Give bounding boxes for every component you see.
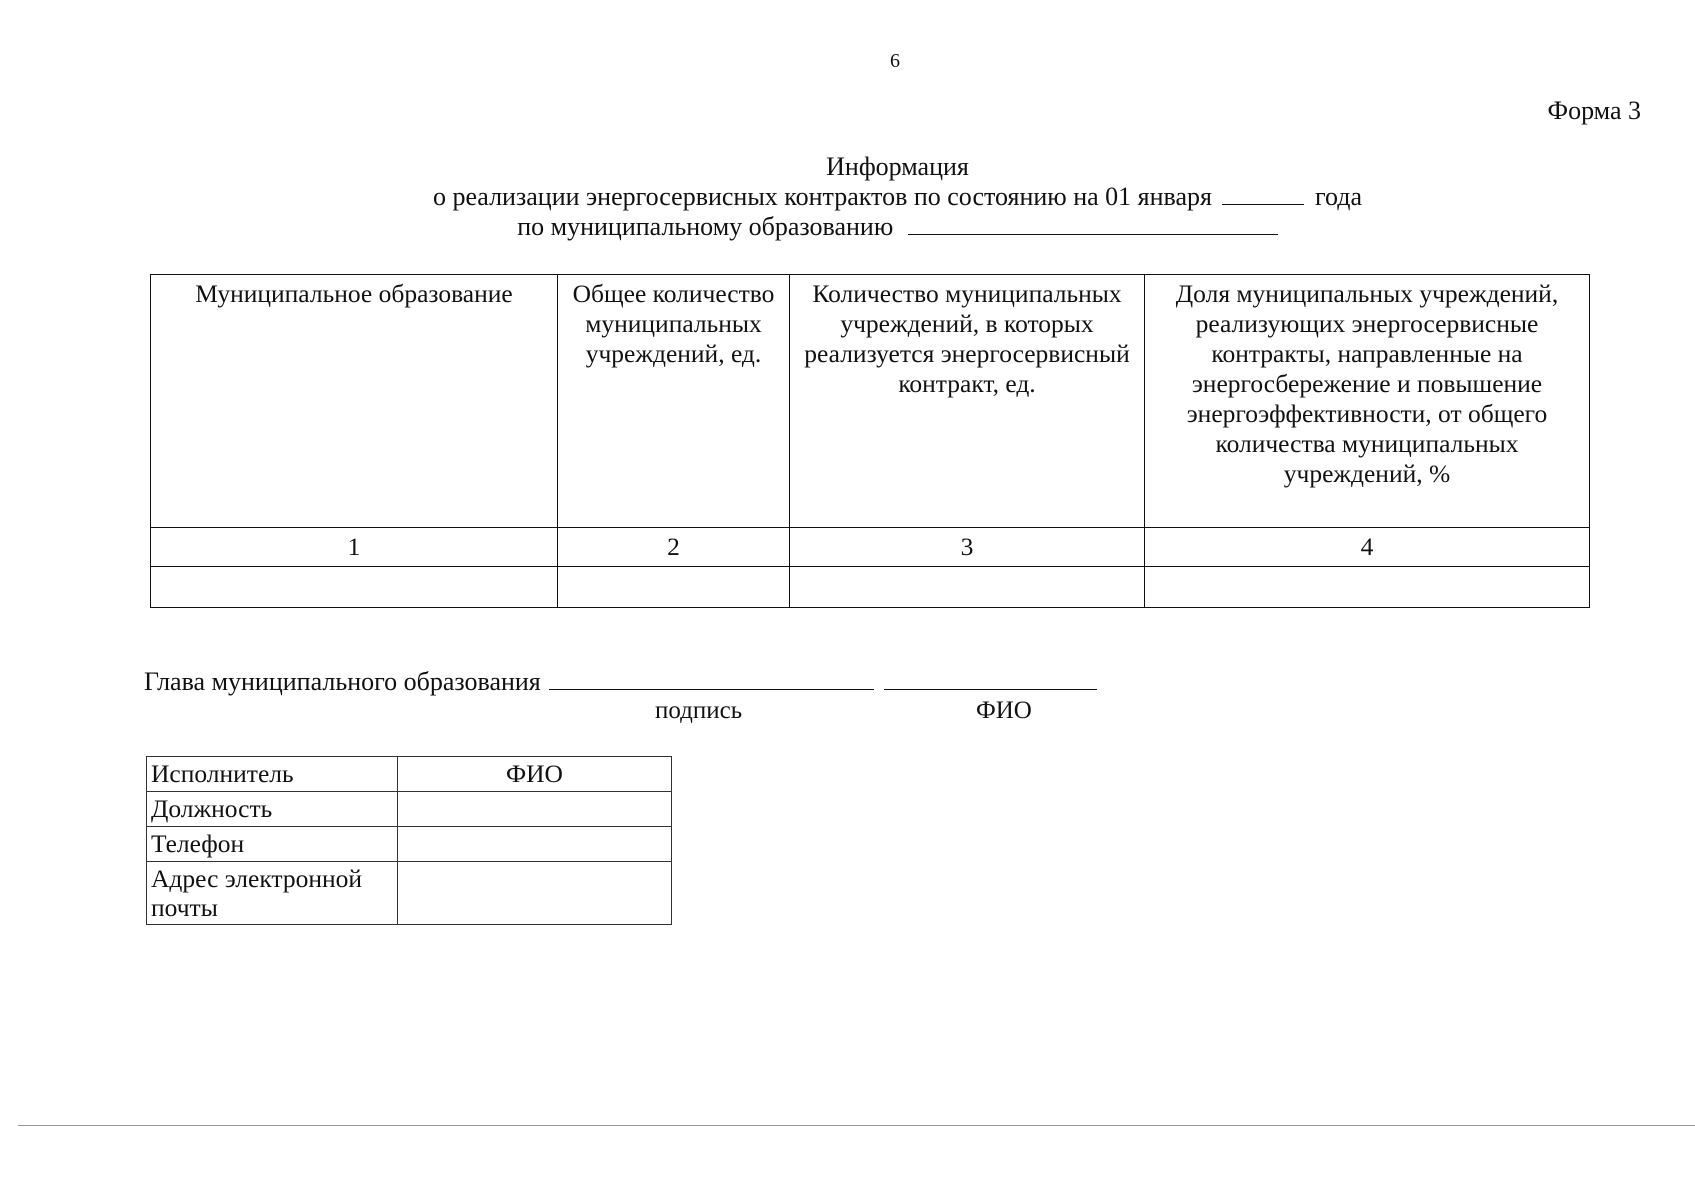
fio-caption: ФИО <box>976 697 1032 724</box>
signature-caption: подпись <box>655 697 743 724</box>
executor-label: Исполнитель <box>147 757 398 792</box>
position-label: Должность <box>147 792 398 827</box>
signature-label: Глава муниципального образования <box>144 667 541 696</box>
cell-total-institutions[interactable] <box>558 567 790 608</box>
cell-municipality[interactable] <box>151 567 558 608</box>
header-municipality: Муниципальное образование <box>151 275 558 528</box>
head-signature-line <box>144 667 1097 697</box>
phone-value[interactable] <box>398 827 672 862</box>
header-share-percent: Доля муниципальных учреждений, реализующих энергосервисные контракты, направленные на энергосбережение и повышение энергоэффективности, от общего количества муниципальных учреждений, % <box>1145 275 1590 528</box>
executor-fio-header: ФИО <box>398 757 672 792</box>
footer-divider <box>18 1125 1695 1126</box>
column-number: 3 <box>790 528 1145 567</box>
phone-row <box>147 827 672 862</box>
title-line-3-text: по муниципальному образованию <box>517 212 894 241</box>
column-number: 4 <box>1145 528 1590 567</box>
phone-label: Телефон <box>147 827 398 862</box>
year-blank <box>1222 186 1304 205</box>
email-label: Адрес электронной почты <box>147 862 398 925</box>
page-number: 6 <box>890 50 900 72</box>
title-line-2 <box>380 182 1415 212</box>
municipality-blank <box>908 216 1278 235</box>
executor-row <box>147 757 672 792</box>
column-number: 1 <box>151 528 558 567</box>
title-line-2-text: о реализации энергосервисных контрактов по состоянию на 01 января <box>432 182 1212 211</box>
cell-institutions-with-contract[interactable] <box>790 567 1145 608</box>
executor-table <box>146 756 672 925</box>
column-number-row <box>151 528 1590 567</box>
title-line-3 <box>380 212 1415 242</box>
fio-blank[interactable] <box>884 669 1097 690</box>
header-total-institutions: Общее количество муниципальных учреждений, ед. <box>558 275 790 528</box>
position-value[interactable] <box>398 792 672 827</box>
data-row <box>151 567 1590 608</box>
cell-share-percent[interactable] <box>1145 567 1590 608</box>
form-label: Форма 3 <box>1547 96 1641 125</box>
signature-blank[interactable] <box>549 669 874 690</box>
document-title <box>380 152 1415 242</box>
position-row <box>147 792 672 827</box>
email-value[interactable] <box>398 862 672 925</box>
header-row <box>151 275 1590 528</box>
title-line-1: Информация <box>826 152 969 181</box>
email-row <box>147 862 672 925</box>
energy-contracts-table <box>150 274 1590 608</box>
title-line-2-suffix: года <box>1314 182 1363 211</box>
column-number: 2 <box>558 528 790 567</box>
header-institutions-with-contract: Количество муниципальных учреждений, в которых реализуется энергосервисный контракт, ед. <box>790 275 1145 528</box>
